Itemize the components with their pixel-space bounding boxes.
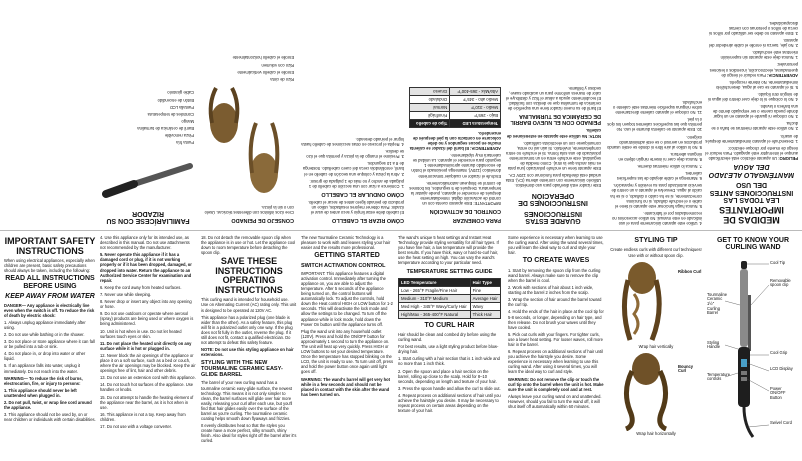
es-head-image-2	[210, 103, 238, 143]
subheading: STYLING WITH THE NEW TOURMALINE CERAMIC EASY-GLIDE BARREL	[201, 360, 283, 379]
es-caption: Enrolle el cabello verticalmente	[237, 69, 294, 75]
paragraph: The wand's unique 5 heat settings and Instant Heat Technology provide styling versatility for all hair types. If you have fine hair, a low temperature will provide the best results. If you have thick, wavy or hard-to-curl hair, use the heat setting on high. You can vary the wand's temperature according to your particular need.	[398, 235, 499, 266]
table-row	[399, 310, 501, 318]
button-shape	[741, 377, 747, 381]
getting-started-heading: GETTING STARTED	[314, 252, 380, 260]
column-styling-tip	[608, 235, 704, 457]
es-item: 5. Si el aparato se cae al agua, desenchúfelo inmediatamente. No intente recogerlo.	[716, 79, 798, 90]
es-label: Punta fría	[176, 140, 194, 146]
paragraph: This appliance has a polarized plug (one blade is wider than the other). As a safety feature, this plug will fit in a polarized outlet only one way. If the plug does not fit fully in the outlet, reverse the plug. If it still does not fit, contact a qualified electrician. Do not attempt to defeat this safety feature.	[201, 314, 293, 346]
to-curl-heading: TO CURL HAIR	[424, 321, 475, 329]
leader-line	[748, 425, 769, 427]
table-cell: Grueso	[410, 87, 450, 95]
safety-item: 9. Do not use outdoors or operate where aerosol (spray) products are being used or where oxygen is being administered.	[100, 311, 194, 327]
table-cell: Normal	[410, 103, 450, 111]
temperature-controls-label: Temperature controls	[707, 371, 730, 382]
table-cell: Medium - 310°F Medium	[399, 294, 471, 302]
wrap-vertical-caption: Wrap hair vertically	[638, 343, 674, 349]
safety-item: 18. Do not detach the removable spoon clip when the appliance is in use or hot. Let the appliance cool down to room temperature before detaching the spoon clip.	[201, 235, 296, 256]
safety-intro: When using electrical appliances, especially when children are present, basic safety precautions should always be taken, including the following:	[4, 258, 95, 274]
spoon-clip-label: Removable spoon clip	[770, 277, 791, 288]
es-column-curl	[301, 4, 404, 226]
es-wand-title: FAMILIARÍCESE CON SU RIZADOR	[106, 209, 190, 224]
es-item: 9. No lo utilice al aire libre ni donde se estén usando productos en aerosol o se esté administrando oxígeno.	[607, 134, 702, 150]
table-header: Hair Type	[470, 278, 500, 286]
warning-item: 3. This appliance should not be used by, on or near children or individuals with certain disabilities.	[4, 412, 96, 423]
es-item: 5. Nunca haga funcionar este aparato si tiene el cable o el enchufe dañado, si no funciona correctamente, si se ha caído o dañado, o si se ha caído al agua. Devuelva el aparato a un centro de servicio autorizado para su revisión y reparación.	[610, 183, 702, 209]
es-note: NOTA: No utilice este aparato en extensiones de cabello.	[506, 128, 601, 139]
es-styling-illustration	[198, 83, 294, 203]
es-item: 3. Este aparato no debe ser utilizado por niños ni cerca de niños o personas con ciertas discapacidades.	[709, 20, 798, 36]
es-column-operating	[505, 4, 601, 226]
cool-tip-label: Cool Tip	[770, 259, 786, 265]
safety-item: 17. Do not use with a voltage converter.	[100, 424, 172, 429]
table-cell: Average Hair	[470, 294, 500, 302]
es-item: 6. Mantenga el cable alejado de las superficies calientes.	[616, 171, 702, 182]
safety-item: 4. Use this appliance only for its intended use, as described in this manual. Do not use attachments not recommended by the manufacturer.	[100, 235, 190, 251]
es-wand-diagram	[102, 146, 194, 206]
table-row	[399, 302, 501, 310]
column-safety	[4, 235, 96, 457]
es-temperature-table	[409, 87, 501, 128]
step: 3. Press the spoon handle and allow the curl to slide out.	[398, 385, 501, 391]
es-subheading: CONTROL DE ACTIVACIÓN	[429, 208, 501, 214]
es-subheading: CÓMO RIZAR EL CABELLO	[331, 217, 404, 223]
paragraph: The new Tourmaline Ceramic Technology is a pleasure to work with and leaves styling your hair easier and the results more professional.	[301, 235, 391, 251]
safety-item: 7. Never use while sleeping.	[100, 291, 152, 297]
safety-item: 13. Do not use an extension cord with this appliance.	[100, 375, 196, 381]
spanish-section	[0, 0, 802, 230]
bouncy-curl-figure	[608, 351, 704, 431]
es-step: 1. Comience a rizar con una sección de cabello de 1 pulgada de ancho y no más de 1 pulgada de grosor.	[308, 178, 404, 189]
warning-item: 1. This appliance should never be left unattended when plugged in.	[4, 387, 77, 398]
table-row	[399, 286, 501, 294]
table-header: Temperatura LED	[450, 119, 501, 127]
warning-item: 2. Do not pull, twist, or wrap line cord around the appliance.	[4, 400, 92, 411]
es-item: 10. Este aparato se calienta durante el uso. No permita que las superficies calientes toquen los ojos o la piel.	[607, 117, 702, 133]
bouncy-curl-label: Bouncy Curl	[678, 363, 694, 374]
es-item: 11. No coloque el aparato caliente directamente sobre ninguna superficie mientras esté caliente o enchufado.	[613, 100, 702, 116]
es-adv-text: Para reducir el riesgo de quemaduras, electrocución, incendios o lesiones personales:	[709, 62, 798, 78]
handle-label: Styling Handle	[707, 339, 720, 350]
paragraph: Always leave your curling wand on and unattended. However, should you fail to turn the wand off, it will shut itself off automatically within 60 minutes.	[508, 393, 602, 410]
table-cell: Wavy	[470, 302, 500, 310]
es-column-wand	[102, 4, 194, 226]
es-item: 4. No lo coloque ni lo deje caer dentro del agua ni de ningún otro líquido.	[707, 91, 798, 103]
es-column-tip	[198, 4, 294, 226]
es-save-heading: GUARDE ESTAS INSTRUCCIONES	[524, 209, 582, 224]
paragraph: Plug the wand unit into any household outlet (120V). Press and hold the ON/OFF button for approximately 1 second to turn the appliance on. The unit will heat up very quickly. Press HIGH or LOW buttons to set your desired temperature. Once the temperature has stopped blinking on the LCD, the unit is ready to use. To turn unit off, press and hold the power button once again until light goes off.	[301, 328, 393, 375]
paragraph: Hair should be clean and combed dry before using the curling wand.	[398, 331, 497, 343]
es-subheading: CONSEJO DE PEINADO	[231, 217, 294, 223]
swivel-cord-label: Swivel Cord	[770, 419, 792, 425]
table-header: Tipo de cabello	[410, 119, 450, 127]
spoon-clip-shape	[748, 295, 751, 351]
column-getting-started	[301, 235, 393, 457]
save-operating-title: SAVE THESE INSTRUCTIONS OPERATING INSTRUCTIONS	[215, 256, 283, 295]
safety-item: 15. Do not attempt to handle the heating element of the appliance near the barrel, as it is hot when in use.	[100, 394, 194, 410]
es-paragraph: IMPORTANTE: Este aparato cuenta con un control de activación digital. Inmediatamente después de encender el aparato, puede ajustar la temperatura. Después de 5 segundos, los botones de control se bloquean automáticamente.	[409, 180, 501, 206]
danger-item: 2. Do not use while bathing or in the shower.	[4, 331, 85, 337]
step: 2. Open the spoon and place a hair section on the barrel, rolling up close to the scalp. Hold for 8–10 seconds, depending on length and texture of your hair.	[398, 368, 497, 384]
wrap-horizontal-caption: Wrap hair horizontally	[636, 430, 676, 436]
es-item: 7. Nunca lo utilice mientras duerme.	[636, 164, 702, 170]
es-danger-head: PELIGRO:	[778, 155, 798, 161]
es-label: Controles de temperatura	[147, 111, 194, 117]
table-row	[399, 294, 501, 302]
table-row	[410, 95, 501, 103]
es-item: 2. No utilice este aparato mientras se baña o se ducha.	[711, 121, 798, 132]
barrel-label: Tourmaline Ceramic 1½" Curling Barrel	[707, 291, 728, 316]
es-paragraph: Enchufe el rizador en cualquier tomacorriente doméstico (120V). Mantenga presionado el botón de encendido durante aproximadamente 1 segundo para encender el aparato. La unidad se calentará muy rápidamente.	[411, 153, 501, 179]
button-shape	[741, 371, 747, 375]
es-column-safety	[705, 4, 798, 226]
step: 5. Pick out curls with your fingers. For tighter curls, use a lower heat setting. For looser waves, roll more hair in the barrel.	[508, 331, 603, 347]
safety-item: 16. This appliance is not a toy. Keep away from children.	[100, 411, 186, 422]
cord-shape	[744, 407, 753, 437]
es-subheading: CÓMO ONDULAR EL CABELLO	[321, 190, 404, 197]
es-label: Botón de encendido	[157, 97, 194, 103]
safety-item: 8. Never drop or insert any object into any opening or hose.	[100, 299, 192, 310]
paragraph: IMPORTANT: This appliance features a digital activation control. Immediately after turning the appliance on, you are able to adjust the temperature. After 5 seconds of the appliance being turned on, the control buttons will automatically lock. To adjust the controls, hold down the Heat control HIGH or LOW button for 1-2 seconds. This will deactivate the lock mode and allow the settings to be changed. To turn off the appliance while in lock mode, hold down the Power On button until the appliance turns off.	[301, 270, 393, 327]
leader-line	[725, 301, 740, 305]
head-icon	[632, 353, 660, 385]
table-cell: High/Max - 365-400°F Natural	[399, 310, 471, 318]
leader-line	[751, 285, 769, 305]
warning: WARNING: The wand's barrel will get very hot while in a few seconds and should not be placed in contact with the skin after the wand has been turned on.	[301, 376, 391, 397]
cool-grip-label: Cool Grip	[770, 349, 788, 355]
safety-item: 12. Never block the air openings of the appliance or place it on a soft surface, such as a bed or couch, where the air openings may be blocked. Keep the air openings free of lint, hair and other debris.	[100, 352, 196, 374]
leader-line	[747, 379, 769, 391]
ribbon-curl-figure	[608, 260, 704, 344]
es-column-start	[409, 4, 501, 226]
create-waves-heading: TO CREATE WAVES	[522, 257, 590, 265]
es-subheading: PEINADO CON EL NUEVO BARRIL DE CERÁMICA DE TURMALINA	[510, 113, 601, 126]
power-button-label: Power ON/OFF Button	[770, 385, 786, 400]
table-row	[410, 87, 501, 95]
column-temperature	[398, 235, 501, 457]
danger-item: 5. If an appliance falls into water, unplug it immediately. Do not reach into the water.	[4, 363, 81, 374]
es-wand-barrel	[134, 166, 190, 184]
step: 4. Repeat process on additional sections of hair until you achieve the hairstyle you desire. It may be necessary to repeat process on certain areas depending on the texture of your hair.	[398, 392, 501, 414]
read-all-heading: READ ALL INSTRUCTIONS BEFORE USING	[5, 275, 95, 290]
step: 2. Work with sections of hair about 1 inch wide, starting at the barrel 2 inches from the scalp.	[508, 285, 594, 296]
wand-diagram	[707, 255, 799, 441]
step: 3. Wrap the section of hair around the barrel toward the curl tip.	[508, 297, 602, 308]
safety-item: 14. Do not touch hot surfaces of the appliance. Use handles or knobs.	[100, 382, 194, 393]
es-paragraph: El cabello debe estar limpio y seco antes de usar el rizador. Para obtener mejores resultados, utilice un producto de peinado ligero antes de secar el cabello.	[307, 199, 404, 215]
column-wand-diagram	[707, 235, 799, 457]
es-subheading: PARA COMENZAR	[452, 217, 501, 223]
table-cell: Med High - 345°F Wavy/Curly Hair	[399, 302, 471, 310]
es-step: 2. Abra la pinza y coloque una sección de cabello en el barril, enrollándola cerca del cuero cabelludo. Sostenga de 8 a 10 segundos.	[302, 161, 404, 177]
es-caption: Rizo de cinta	[270, 76, 294, 82]
table-cell: Thick Hair	[470, 310, 500, 318]
ribbon-curl-label: Ribbon Curl	[678, 268, 702, 274]
es-wand-handle	[106, 184, 134, 194]
table-title: TEMPERATURE SETTING GUIDE	[406, 268, 493, 275]
danger-item: 3. Do not place or store appliance where it can fall or be pulled into a tub or sink.	[4, 339, 95, 350]
es-warning: ADVERTENCIA: El barril del rizador se calienta mucho en pocos segundos y no debe colocarse en contacto con la piel después de encenderlo.	[409, 130, 501, 152]
note: NOTE: Do not use this styling appliance on hair extensions.	[201, 347, 294, 358]
es-item: 8. Nunca deje caer ni inserte ningún objeto en ninguna abertura.	[618, 151, 702, 162]
keep-away-heading: KEEP AWAY FROM WATER	[5, 293, 95, 301]
lcd-shape	[741, 359, 747, 367]
cool-tip-shape	[741, 261, 747, 269]
es-safety-title: MEDIDAS DE IMPORTANTES	[719, 205, 784, 225]
es-paragraph: El barril de su nuevo rizador tiene una superficie de cerámica de turmalina que se desliza con facilidad. El recubrimiento ayuda a alisar el frizz y distribuye el calor de manera uniforme para un acabado suave, sedoso y brillante.	[505, 85, 601, 112]
bouncy-curl-image	[612, 351, 678, 431]
styling-tip-heading: STYLING TIP	[634, 237, 678, 244]
ribbon-curl-strand	[634, 294, 638, 334]
danger-item: 1. Always unplug appliance immediately after using.	[4, 319, 86, 330]
styling-tip-text: Create endless curls with different curl techniques! Use with or without spoon clip.	[610, 247, 702, 258]
es-label: Pinza removible	[164, 133, 194, 138]
es-step: 4. Repita el proceso en otras secciones de cabello hasta lograr el peinado deseado.	[301, 136, 404, 148]
table-cell: Fino/frágil	[410, 111, 450, 119]
table-cell: Low - 265°F Fragile/Fine Hair	[399, 286, 471, 294]
es-adv-head: ADVERTENCIA:	[767, 72, 798, 78]
table-cell: Bajo - 265°F	[450, 111, 501, 119]
table-cell: Fine	[470, 286, 500, 294]
es-label: Cable giratorio	[167, 90, 194, 96]
table-cell: Ondulado	[410, 95, 450, 103]
get-to-know-heading: GET TO KNOW YOUR CURLING WAND	[716, 237, 790, 252]
table-cell: Medio - 310°F	[450, 103, 501, 111]
es-paragraph: Cree rizos infinitos con diferentes técnicas. Úselo con o sin la pinza.	[204, 204, 294, 215]
step: 1. Start by removing the spoon clip from the curling wand barrel. Always make sure to remove the clip when the barrel is cool.	[508, 267, 601, 283]
lcd-label: LCD Display	[770, 365, 793, 371]
column-waves	[508, 235, 604, 457]
es-caption: Enrolle el cabello horizontalmente	[232, 55, 294, 61]
es-label: Barril de cerámica de turmalina	[137, 125, 194, 131]
column-operating	[201, 235, 297, 457]
temperature-table	[398, 278, 501, 319]
warning: WARNING: Do not remove the clip or touch the curl tip onto the barrel when the unit is hot. Make sure the unit is completely cool and at rest.	[508, 376, 604, 392]
english-section	[0, 231, 802, 461]
subheading: SWITCH ACTIVATION CONTROL	[301, 262, 386, 269]
es-item: 1. Nunca deje este aparato sin supervisión mientras esté enchufado.	[720, 50, 798, 61]
step: 6. Repeat process on additional sections of hair until you achieve the hairstyle you desire. Some experience is necessary when learning to use this curling wand. After using it several times, you will learn the ideal way to curl and style.	[508, 349, 603, 375]
table-row	[410, 111, 501, 119]
danger-item: 4. Do not place in, or drop into water or other liquid.	[4, 351, 86, 362]
es-paragraph: Este rizador está diseñado para uso doméstico. Utilícelo únicamente con corriente alterna (CA). Esta unidad está diseñada para funcionar con 120V CA.	[505, 173, 601, 189]
paragraph: This curling wand is intended for household use. Use on Alternating Current (AC) rating only. This unit is designed to be operated at 120V AC.	[201, 297, 297, 313]
head-icon	[628, 262, 656, 294]
safety-title: IMPORTANT SAFETY INSTRUCTIONS	[4, 236, 96, 256]
leader-line	[747, 363, 769, 371]
es-step: 3. Presione el mango de la pinza y permita que el rizo se deslice.	[306, 149, 404, 160]
es-item: 2. No jale, tuerza ni enrolle el cable alrededor del aparato.	[709, 38, 798, 49]
es-caption: Rizo con volumen	[261, 62, 294, 68]
leader-line	[725, 345, 738, 349]
step: 1. Start curling with a hair section that is 1 inch wide and no more than 1 inch thick.	[398, 356, 500, 367]
es-item: 1. Desenchufe el aparato inmediatamente después de usarlo.	[705, 133, 798, 144]
table-row	[410, 103, 501, 111]
barrel-shape	[740, 269, 748, 347]
paragraph: For best results, use a light styling product before blow-drying hair.	[398, 344, 499, 355]
es-head-image-1	[250, 153, 278, 193]
es-read-heading: LEA TODAS LAS INSTRUCCIONES ANTES DEL USO	[709, 181, 794, 203]
safety-item: 11. Do not place the heated unit directly on any surface while it is hot or plugged in.	[100, 340, 192, 351]
ribbon-curl-image	[612, 260, 678, 344]
paragraph: It evenly distributes heat so that the styles you create have a more perfect, silky smooth, shiny finish. Also ideal for styles right off the barrel after it's curled.	[201, 423, 297, 444]
paragraph: The barrel of your new curling wand has a tourmaline ceramic easy-glide surface, the newest technology. This means it is not only simpler to clean, the barrel surfaces will glide over hair more easily, releasing your curl after each use, but you'll find that hair glides easily over the surface of the barrel as you're curling. The tourmaline ceramic coating helps smooth down flyaways and frizzies.	[201, 380, 293, 422]
es-item: 3. No coloque ni guarde el aparato en un lugar donde pueda caerse o ser empujado dentro de una bañera o lavabo.	[712, 104, 798, 120]
column-safety-2	[100, 235, 196, 457]
danger-text: DANGER— Any appliance is electrically live even when the switch is off. To reduce the risk of death by electric shock:	[4, 302, 95, 318]
es-column-safety-2	[606, 4, 702, 226]
es-label: Pantalla LCD	[169, 104, 194, 110]
paragraph: Some experience is necessary when learning to use the curling wand. After using the wand several times, you will learn the ideal way to curl and style your hair.	[508, 235, 604, 256]
safety-item: 10. Unit is hot when in use. Do not let heated surfaces touch eyes or skin.	[100, 328, 182, 339]
es-danger-text: Un aparato eléctrico está electrificado aunque el interruptor esté apagado. Para reducir el riesgo de muerte por choque eléctrico:	[705, 145, 798, 161]
warning-text: WARNING— To reduce the risk of burns, electrocution, fire, or injury to persons:	[4, 375, 83, 386]
safety-item: 5. Never operate this appliance if it has a damaged cord or plug, if it is not working properly or if it has been dropped, damaged, or dropped into water. Return the appliance to an Authorized Service Center for examination and repair.	[100, 252, 192, 283]
safety-item: 6. Keep the cord away from heated surfaces.	[100, 284, 182, 290]
es-operating-heading: INSTRUCCIONES DE OPERACIÓN	[518, 191, 588, 207]
table-header: LED Temperature	[399, 278, 471, 286]
es-paragraph: Este aparato tiene un enchufe polarizado (una pata es más ancha que la otra). Como medida de seguridad, este enchufe entra en un tomacorriente polarizado de una sola forma. Si el enchufe no entra completamente, inviértalo. Si aún así no entra, comuníquese con un electricista calificado.	[506, 140, 601, 172]
step: 4. Hold the ends of the hair in place at the cool tip for 5-8 seconds, or longer, depending on hair type, and then release. Do not brush your waves until they have cooled.	[508, 309, 604, 330]
table-cell: Medio alto - 345°F	[450, 95, 501, 103]
table-cell: Alto/Máx - 365-400°F	[450, 87, 501, 95]
es-item: 4. Utilice este aparato únicamente para el uso indicado en este manual. No utilice accesorios no recomendados por el fabricante.	[612, 210, 702, 226]
es-label: Mango	[181, 118, 194, 124]
es-keep-heading: MANTÉNGALO ALEJADO DEL AGUA	[708, 163, 795, 178]
